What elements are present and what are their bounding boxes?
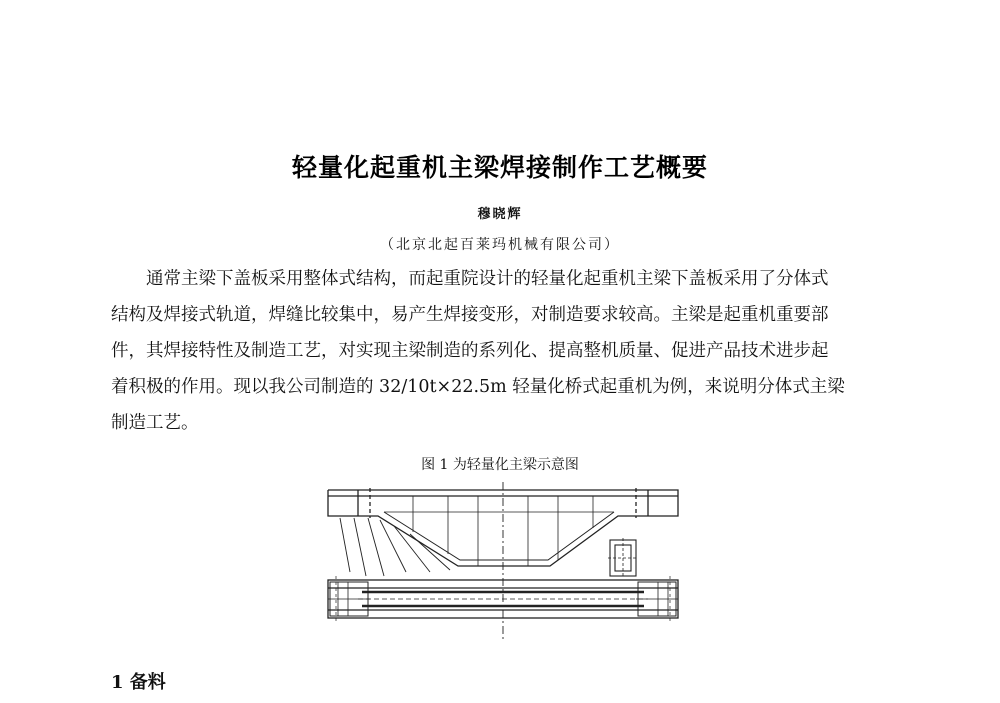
paragraph-line: 制造工艺。 [111, 413, 199, 433]
paragraph-line: 着积极的作用。现以我公司制造的 32/10t×22.5m 轻量化桥式起重机为例，来说明分体式主梁 [111, 377, 845, 397]
girder-cross-section [608, 538, 638, 578]
page-title: 轻量化起重机主梁焊接制作工艺概要 [291, 153, 708, 182]
figure-caption: 图 1 为轻量化主梁示意图 [421, 457, 579, 473]
paragraph-line: 件，其焊接特性及制造工艺，对实现主梁制造的系列化、提高整机质量、促进产品技术进步起 [111, 341, 829, 361]
paragraph-line: 通常主梁下盖板采用整体式结构，而起重院设计的轻量化起重机主梁下盖板采用了分体式 [111, 269, 829, 289]
author-name: 穆晓辉 [477, 207, 523, 222]
section-heading: 1 备料 [111, 672, 166, 693]
girder-elevation-view [328, 482, 678, 640]
paragraph-line: 结构及焊接式轨道，焊缝比较集中，易产生焊接变形，对制造要求较高。主梁是起重机重要部 [111, 305, 829, 325]
girder-diagram [318, 480, 688, 645]
author-affiliation: （北京北起百莱玛机械有限公司） [380, 237, 620, 253]
